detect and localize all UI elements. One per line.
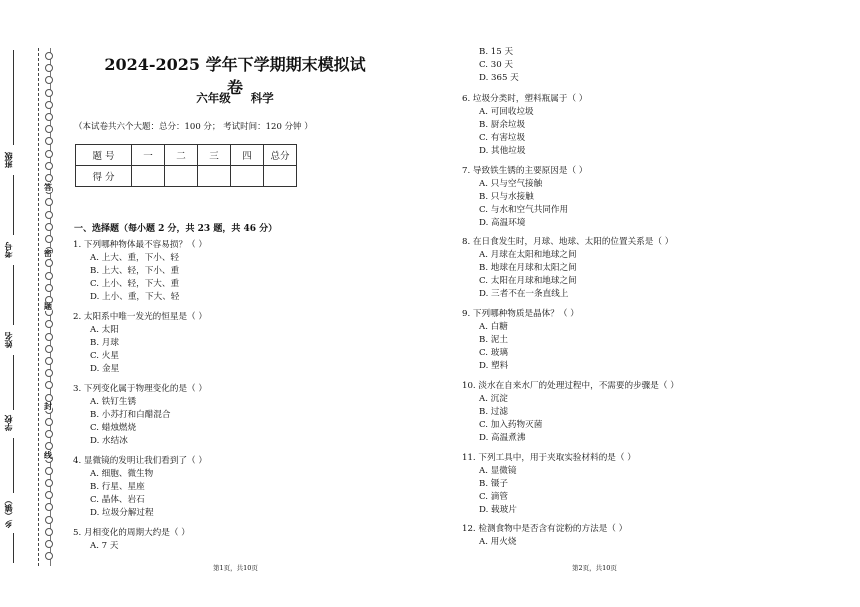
- question-stem: 10. 淡水在自来水厂的处理过程中，不需要的步骤是（ ）: [462, 381, 679, 391]
- score-cell: 三: [198, 145, 231, 166]
- option: B. 15 天: [479, 47, 514, 57]
- binding-hole: [45, 516, 53, 524]
- question-block: [73, 455, 207, 520]
- binding-hole: [45, 540, 53, 548]
- score-input-cell[interactable]: [231, 166, 264, 187]
- grade-label: 六年级: [196, 91, 231, 105]
- field-school[interactable]: [2, 413, 32, 433]
- score-cell: 四: [231, 145, 264, 166]
- question-stem: 8. 在日食发生时，月球、地球、太阳的位置关系是（ ）: [462, 237, 674, 247]
- score-table-header-row: [76, 145, 297, 166]
- score-table: [75, 144, 297, 187]
- option: D. 高温煮沸: [479, 433, 526, 443]
- option: D. 365 天: [479, 73, 519, 83]
- seal-char-xian: 线: [44, 450, 52, 460]
- exam-subtitle: [100, 90, 370, 106]
- binding-hole: [45, 137, 53, 145]
- fill-line: [13, 175, 14, 235]
- question-block: [462, 452, 636, 517]
- binding-hole: [45, 64, 53, 72]
- field-exam-no-label: 考号: [3, 242, 13, 258]
- option: D. 高温环境: [479, 218, 526, 228]
- question-block: [462, 165, 587, 230]
- score-input-cell[interactable]: [132, 166, 165, 187]
- option: A. 沉淀: [479, 394, 508, 404]
- option: A. 细胞、微生物: [90, 469, 154, 479]
- score-input-cell[interactable]: [198, 166, 231, 187]
- question-block: [462, 93, 587, 158]
- option: C. 玻璃: [479, 348, 508, 358]
- binding-hole: [45, 198, 53, 206]
- binding-hole: [45, 150, 53, 158]
- binding-hole: [45, 211, 53, 219]
- fill-line: [13, 533, 14, 563]
- option: B. 上大、轻，下小、重: [90, 266, 180, 276]
- question-block: [462, 523, 627, 549]
- option: C. 太阳在月球和地球之间: [479, 276, 577, 286]
- seal-char-feng: 封: [44, 401, 52, 411]
- question-continuation: [462, 46, 519, 85]
- question-stem: 11. 下列工具中，用于夹取实验材料的是（ ）: [462, 453, 636, 463]
- score-cell: 得 分: [76, 166, 132, 187]
- option: A. 显微镜: [479, 466, 517, 476]
- subject-label: 科学: [250, 91, 274, 105]
- field-township[interactable]: [2, 498, 32, 528]
- score-cell: 一: [132, 145, 165, 166]
- option: D. 载玻片: [479, 505, 517, 515]
- option: C. 加入药物灭菌: [479, 420, 543, 430]
- option: C. 蜡烛燃烧: [90, 423, 137, 433]
- binding-hole: [45, 89, 53, 97]
- binding-hole: [45, 223, 53, 231]
- binding-hole: [45, 174, 53, 182]
- option: D. 水结冰: [90, 436, 128, 446]
- option: A. 可回收垃圾: [479, 107, 534, 117]
- binding-hole: [45, 162, 53, 170]
- question-block: [462, 380, 679, 445]
- binding-hole: [45, 333, 53, 341]
- fill-line: [13, 265, 14, 325]
- fill-line: [13, 438, 14, 493]
- binding-hole: [45, 125, 53, 133]
- option: C. 火星: [90, 351, 119, 361]
- binding-hole: [45, 467, 53, 475]
- option: C. 有害垃圾: [479, 133, 526, 143]
- option: C. 与水和空气共同作用: [479, 205, 569, 215]
- question-block: [73, 383, 207, 448]
- question-stem: 1. 下列哪种物体最不容易损？（ ）: [73, 240, 207, 250]
- score-input-cell[interactable]: [264, 166, 297, 187]
- binding-strip: [0, 0, 60, 607]
- option: D. 三者不在一条直线上: [479, 289, 569, 299]
- option: D. 其他垃圾: [479, 146, 526, 156]
- binding-hole: [45, 235, 53, 243]
- binding-hole: [45, 479, 53, 487]
- fill-line: [13, 355, 14, 410]
- option: C. 滴管: [479, 492, 508, 502]
- binding-hole: [45, 345, 53, 353]
- option: B. 只与水接触: [479, 192, 534, 202]
- option: D. 上小、重，下大、轻: [90, 292, 180, 302]
- fill-line: [13, 50, 14, 145]
- option: B. 镊子: [479, 479, 508, 489]
- option: A. 月球在太阳和地球之间: [479, 250, 577, 260]
- binding-hole: [45, 320, 53, 328]
- binding-hole: [45, 552, 53, 560]
- question-stem: 7. 导致铁生锈的主要原因是（ ）: [462, 166, 588, 176]
- field-class[interactable]: [2, 150, 32, 170]
- score-input-cell[interactable]: [165, 166, 198, 187]
- question-block: [73, 311, 207, 376]
- question-stem: 12. 检测食物中是否含有淀粉的方法是（ ）: [462, 524, 628, 534]
- question-stem: 2. 太阳系中唯一发光的恒星是（ ）: [73, 312, 207, 322]
- binding-hole: [45, 357, 53, 365]
- option: A. 7 天: [90, 541, 119, 551]
- binding-hole: [45, 528, 53, 536]
- option: B. 厨余垃圾: [479, 120, 526, 130]
- option: C. 上小、轻，下大、重: [90, 279, 180, 289]
- binding-hole: [45, 369, 53, 377]
- option: D. 金星: [90, 364, 120, 374]
- seal-char-mi: 密: [44, 248, 52, 258]
- option: A. 只与空气接触: [479, 179, 543, 189]
- question-stem: 5. 月相变化的周期大约是（ ）: [73, 528, 190, 538]
- binding-hole: [45, 430, 53, 438]
- option: B. 过滤: [479, 407, 508, 417]
- score-cell: 总分: [264, 145, 297, 166]
- option: A. 上大、重，下小、轻: [90, 253, 180, 263]
- option: A. 白糖: [479, 322, 508, 332]
- binding-hole: [45, 52, 53, 60]
- option: B. 泥土: [479, 335, 508, 345]
- field-school-label: 学校: [3, 415, 13, 431]
- field-name[interactable]: [2, 330, 32, 350]
- binding-hole: [45, 418, 53, 426]
- option: B. 小苏打和白醋混合: [90, 410, 171, 420]
- section-title: 一、选择题（每小题 2 分，共 23 题，共 46 分）: [74, 224, 278, 234]
- option: A. 太阳: [90, 325, 119, 335]
- field-township-label: 乡（镇）: [3, 496, 13, 528]
- question-stem: 4. 显微镜的发明让我们看到了（ ）: [73, 456, 207, 466]
- score-cell: 二: [165, 145, 198, 166]
- binding-hole: [45, 101, 53, 109]
- field-exam-no[interactable]: [2, 240, 32, 260]
- field-class-label: 班级: [3, 152, 13, 168]
- option: C. 30 天: [479, 60, 513, 70]
- question-block: [462, 236, 673, 301]
- option: C. 晶体、岩石: [90, 495, 145, 505]
- option: A. 铁钉生锈: [90, 397, 137, 407]
- option: A. 用火烧: [479, 537, 517, 547]
- question-stem: 3. 下列变化属于物理变化的是（ ）: [73, 384, 207, 394]
- field-name-label: 姓名: [3, 332, 13, 348]
- score-cell: 题 号: [76, 145, 132, 166]
- binding-hole: [45, 491, 53, 499]
- score-table-score-row: [76, 166, 297, 187]
- option: B. 行星、星座: [90, 482, 145, 492]
- binding-hole: [45, 76, 53, 84]
- question-stem: 9. 下列哪种物质是晶体？（ ）: [462, 309, 579, 319]
- binding-hole: [45, 284, 53, 292]
- question-block: [462, 308, 579, 373]
- binding-hole: [45, 259, 53, 267]
- option: D. 塑料: [479, 361, 509, 371]
- page-footer-right: 第2页，共10页: [572, 564, 617, 572]
- question-block: [73, 527, 190, 553]
- exam-note: （本试卷共六个大题：总分：100 分； 考试时间：120 分钟 ）: [74, 122, 313, 132]
- seal-char-da: 答: [44, 182, 52, 192]
- option: B. 地球在月球和太阳之间: [479, 263, 577, 273]
- binding-hole: [45, 113, 53, 121]
- exam-title: 2024-2025 学年下学期期末模拟试卷: [104, 55, 366, 97]
- binding-hole: [45, 381, 53, 389]
- option: D. 垃圾分解过程: [90, 508, 154, 518]
- seal-char-ti: 题: [44, 301, 52, 311]
- question-block: [73, 239, 207, 304]
- binding-hole: [45, 503, 53, 511]
- page-footer-left: 第1页，共10页: [213, 564, 258, 572]
- option: B. 月球: [90, 338, 119, 348]
- question-stem: 6. 垃圾分类时，塑料瓶属于（ ）: [462, 94, 588, 104]
- binding-hole: [45, 272, 53, 280]
- dashed-cut-line: [38, 48, 39, 566]
